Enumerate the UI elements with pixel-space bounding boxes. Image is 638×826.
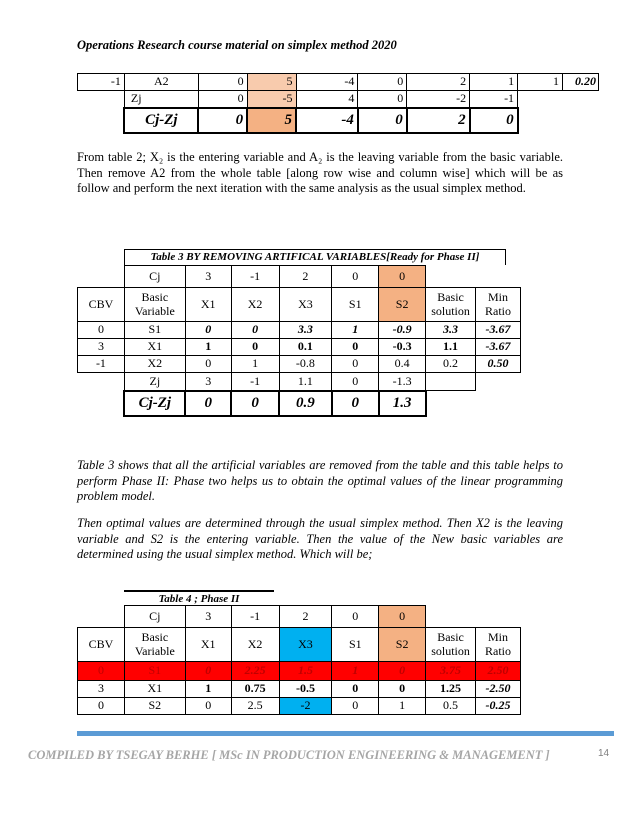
cell: Min Ratio xyxy=(476,288,521,322)
cell: S2 xyxy=(379,628,426,662)
cell: 0 xyxy=(358,91,407,108)
cell: Cj xyxy=(124,266,185,288)
table2-row-zj xyxy=(78,91,599,108)
cell: 0 xyxy=(185,662,231,681)
cell: 1.5 xyxy=(279,662,332,681)
cell: 1.25 xyxy=(426,681,476,698)
cell: 0.1 xyxy=(279,339,332,356)
footer-divider xyxy=(77,731,614,736)
cell: 1 xyxy=(231,356,279,373)
cell: 3 xyxy=(185,266,231,288)
cell: Basic Variable xyxy=(124,288,185,322)
cell: -1 xyxy=(78,74,125,91)
cell: S1 xyxy=(124,662,185,681)
cell: -1 xyxy=(78,356,125,373)
table-row xyxy=(78,322,521,339)
cell: Cj xyxy=(124,606,185,628)
cell: -1 xyxy=(231,266,279,288)
cell: 0 xyxy=(379,266,426,288)
table-row xyxy=(78,662,521,681)
cell: 0 xyxy=(198,74,247,91)
cell: 0.50 xyxy=(476,356,521,373)
cell: 1 xyxy=(185,681,231,698)
table4 xyxy=(77,605,521,715)
cell: 0 xyxy=(332,373,379,391)
cell: 1 xyxy=(470,74,518,91)
cell: 0 xyxy=(332,698,379,715)
cell: S1 xyxy=(332,628,379,662)
cell: 0 xyxy=(470,108,518,133)
cell: 0 xyxy=(185,322,231,339)
cell: X2 xyxy=(231,628,279,662)
table3-cjzj-row xyxy=(78,391,521,416)
cell: 1 xyxy=(185,339,231,356)
cell: Zj xyxy=(124,91,198,108)
cell: 1.1 xyxy=(426,339,476,356)
table3-head xyxy=(78,288,521,322)
cell: 0 xyxy=(185,391,231,416)
cell: -2 xyxy=(279,698,332,715)
cell: 2 xyxy=(279,606,332,628)
cell: -0.25 xyxy=(476,698,521,715)
cell: -0.5 xyxy=(279,681,332,698)
cell: 0.9 xyxy=(279,391,332,416)
cell: 0.5 xyxy=(426,698,476,715)
cell: 0 xyxy=(379,606,426,628)
cell: X2 xyxy=(124,356,185,373)
table4-cj-row xyxy=(78,606,521,628)
cell: 0 xyxy=(78,322,125,339)
cell: 3 xyxy=(78,339,125,356)
cell: -3.67 xyxy=(476,322,521,339)
cell: 0 xyxy=(379,681,426,698)
cell: 5 xyxy=(247,108,296,133)
cell: 0 xyxy=(332,606,379,628)
cell: Basic Variable xyxy=(124,628,185,662)
cell: -1.3 xyxy=(379,373,426,391)
table-row xyxy=(78,339,521,356)
cell: 1 xyxy=(332,662,379,681)
cell: X1 xyxy=(124,339,185,356)
cell: CBV xyxy=(78,628,125,662)
cell: -4 xyxy=(296,108,358,133)
cell: 0.2 xyxy=(426,356,476,373)
cell: 0 xyxy=(332,356,379,373)
cell: 3 xyxy=(78,681,125,698)
cell: Basic solution xyxy=(426,628,476,662)
cell: S1 xyxy=(332,288,379,322)
table-row xyxy=(78,356,521,373)
cell: 4 xyxy=(296,91,358,108)
cell: Cj-Zj xyxy=(124,108,198,133)
cell: S2 xyxy=(379,288,426,322)
cell: 0 xyxy=(198,108,247,133)
cell: 3.3 xyxy=(279,322,332,339)
cell: 0.4 xyxy=(379,356,426,373)
cell: 0 xyxy=(185,356,231,373)
cell: Min Ratio xyxy=(476,628,521,662)
paragraph-3: Then optimal values are determined through the usual simplex method. Then X2 is the leaving variable and S2 is the entering variable. Then the value of the New basic variables are determined using the usual simplex method. Which will be; xyxy=(77,516,563,561)
cell: 0 xyxy=(78,662,125,681)
cell: 0.20 xyxy=(562,74,598,91)
cell: 1 xyxy=(518,74,563,91)
page-number: 14 xyxy=(598,748,610,759)
cell: X1 xyxy=(185,288,231,322)
cell: 3.3 xyxy=(426,322,476,339)
cell: 3.75 xyxy=(426,662,476,681)
cell: Zj xyxy=(124,373,185,391)
table4-caption: Table 4 ; Phase II xyxy=(124,590,274,606)
cell: -0.3 xyxy=(379,339,426,356)
table2-row-cjzj xyxy=(78,108,599,133)
cell: 0 xyxy=(358,108,407,133)
cell: -1 xyxy=(231,373,279,391)
cell: 1 xyxy=(379,698,426,715)
table4-head xyxy=(78,628,521,662)
cell: 0 xyxy=(358,74,407,91)
cell: X3 xyxy=(279,628,332,662)
table2 xyxy=(77,73,599,134)
cell: 0 xyxy=(379,662,426,681)
cell: X2 xyxy=(231,288,279,322)
cell: 0 xyxy=(332,681,379,698)
table2-row-a2 xyxy=(78,74,599,91)
cell: S1 xyxy=(124,322,185,339)
cell: -4 xyxy=(296,74,358,91)
cell: -0.8 xyxy=(279,356,332,373)
cell: 2 xyxy=(407,108,470,133)
cell: 0 xyxy=(332,266,379,288)
table3 xyxy=(77,265,521,417)
paragraph-2: Table 3 shows that all the artificial variables are removed from the table and this table helps to perform Phase II: Phase two helps us to obtain the optimal values of the linear programming problem model. xyxy=(77,458,563,503)
cell: Cj-Zj xyxy=(124,391,185,416)
cell: 0 xyxy=(185,698,231,715)
cell: 0 xyxy=(198,91,247,108)
cell: 0 xyxy=(332,339,379,356)
table3-cj-row xyxy=(78,266,521,288)
cell: -1 xyxy=(231,606,279,628)
cell: X1 xyxy=(124,681,185,698)
cell: -0.9 xyxy=(379,322,426,339)
table-row xyxy=(78,681,521,698)
table3-caption: Table 3 BY REMOVING ARTIFICAL VARIABLES[Ready for Phase II] xyxy=(124,249,506,265)
cell: 2.25 xyxy=(231,662,279,681)
cell: 3 xyxy=(185,373,231,391)
cell: -3.67 xyxy=(476,339,521,356)
cell: -2.50 xyxy=(476,681,521,698)
cell: 1.1 xyxy=(279,373,332,391)
cell: 0 xyxy=(332,391,379,416)
cell: -1 xyxy=(470,91,518,108)
cell: -2 xyxy=(407,91,470,108)
cell: 0.75 xyxy=(231,681,279,698)
cell: -5 xyxy=(247,91,296,108)
page-header: Operations Research course material on simplex method 2020 xyxy=(77,38,397,52)
cell: 5 xyxy=(247,74,296,91)
cell: 2.5 xyxy=(231,698,279,715)
paragraph-1: From table 2; X₂ is the entering variable and A₂ is the leaving variable from the basic variable. Then remove A2 from the whole table [along row wise and column wise] which will be as follow and perform the next iteration with the same analysis as the usual simplex method. xyxy=(77,150,563,195)
cell: S2 xyxy=(124,698,185,715)
cell: 1 xyxy=(332,322,379,339)
cell: 1.3 xyxy=(379,391,426,416)
cell: A2 xyxy=(124,74,198,91)
table-row xyxy=(78,698,521,715)
cell: CBV xyxy=(78,288,125,322)
cell: 0 xyxy=(78,698,125,715)
cell: 2 xyxy=(279,266,332,288)
cell: X1 xyxy=(185,628,231,662)
cell: 0 xyxy=(231,391,279,416)
cell: 3 xyxy=(185,606,231,628)
table3-zj-row xyxy=(78,373,521,391)
cell: Basic solution xyxy=(426,288,476,322)
cell: 0 xyxy=(231,322,279,339)
cell: 2.50 xyxy=(476,662,521,681)
cell: X3 xyxy=(279,288,332,322)
page-footer: COMPILED BY TSEGAY BERHE [ MSc IN PRODUCTION ENGINEERING & MANAGEMENT ] xyxy=(28,748,550,762)
cell: 0 xyxy=(231,339,279,356)
cell: 2 xyxy=(407,74,470,91)
